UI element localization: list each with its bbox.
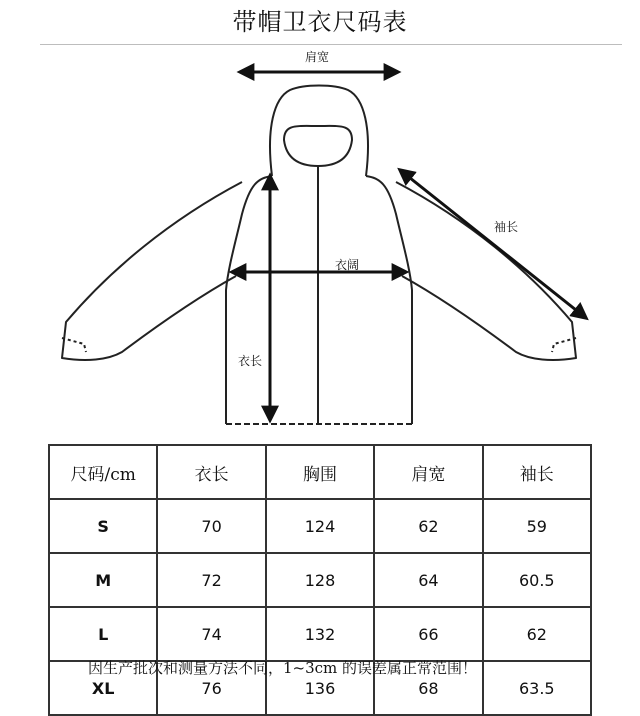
size-cell: XL bbox=[49, 661, 157, 715]
header-sleeve: 袖长 bbox=[483, 445, 591, 499]
left-cuff bbox=[62, 338, 86, 352]
length-cell: 70 bbox=[157, 499, 265, 553]
measure-arrows bbox=[232, 72, 586, 420]
sleeve-arrow bbox=[400, 170, 586, 318]
right-cuff bbox=[552, 338, 576, 352]
hood-outer bbox=[270, 86, 368, 177]
shoulder-cell: 68 bbox=[374, 661, 482, 715]
sleeve-cell: 60.5 bbox=[483, 553, 591, 607]
table-row bbox=[49, 607, 591, 661]
shoulder-cell: 64 bbox=[374, 553, 482, 607]
page-title: 带帽卫衣尺码表 bbox=[232, 8, 408, 36]
chest-cell: 124 bbox=[266, 499, 374, 553]
length-cell: 72 bbox=[157, 553, 265, 607]
sleeve-cell: 63.5 bbox=[483, 661, 591, 715]
chest-cell: 128 bbox=[266, 553, 374, 607]
header-length: 衣长 bbox=[157, 445, 265, 499]
sleeve-cell: 62 bbox=[483, 607, 591, 661]
length-label: 衣长 bbox=[238, 354, 263, 368]
body-right-side bbox=[366, 176, 412, 424]
header-shoulder: 肩宽 bbox=[374, 445, 482, 499]
hoodie-outline bbox=[62, 86, 576, 425]
shoulder-cell: 62 bbox=[374, 499, 482, 553]
size-cell: L bbox=[49, 607, 157, 661]
size-cell: S bbox=[49, 499, 157, 553]
header-chest: 胸围 bbox=[266, 445, 374, 499]
shoulder-label: 肩宽 bbox=[305, 50, 330, 64]
left-sleeve bbox=[62, 182, 242, 360]
table-row bbox=[49, 499, 591, 553]
chest-cell: 136 bbox=[266, 661, 374, 715]
size-cell: M bbox=[49, 553, 157, 607]
chest-cell: 132 bbox=[266, 607, 374, 661]
right-sleeve bbox=[396, 182, 576, 360]
body-left-side bbox=[226, 176, 272, 424]
table-row bbox=[49, 553, 591, 607]
chest-label: 衣阔 bbox=[335, 258, 360, 272]
shoulder-cell: 66 bbox=[374, 607, 482, 661]
hood-face-opening bbox=[284, 126, 352, 166]
length-cell: 76 bbox=[157, 661, 265, 715]
header-size: 尺码/cm bbox=[49, 445, 157, 499]
sleeve-label: 袖长 bbox=[494, 220, 519, 234]
length-cell: 74 bbox=[157, 607, 265, 661]
disclaimer-note: 因生产批次和测量方法不同，1~3cm 的误差属正常范围！ bbox=[88, 659, 478, 677]
sleeve-cell: 59 bbox=[483, 499, 591, 553]
table-header-row bbox=[49, 445, 591, 499]
